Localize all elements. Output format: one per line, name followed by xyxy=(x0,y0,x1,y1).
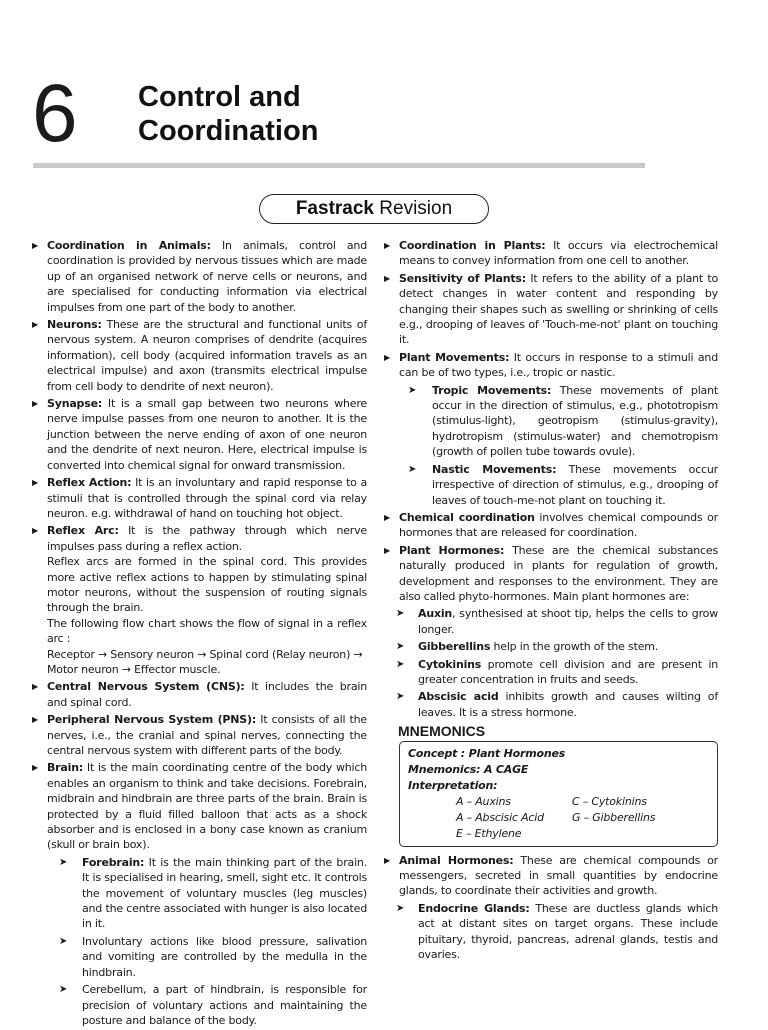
list-item xyxy=(32,523,367,677)
term: Animal Hormones: xyxy=(399,853,514,867)
reflex-arc-flow: Receptor → Sensory neuron → Spinal cord (Relay neuron) → Motor neuron → Effector muscle. xyxy=(47,647,363,676)
mnemonic-entry: A – Auxins xyxy=(456,794,511,808)
definition: These movements occur irrespective of direction of stimulus, e.g., drooping of leaves of touch-me-not plant on touching it. xyxy=(432,462,719,507)
mnemonic-entry: A – Abscisic Acid xyxy=(456,810,544,824)
chapter-title-line-1: Control and xyxy=(138,81,301,113)
definition: These are ductless glands which act at distant sites on target organs. These include pituitary, thyroid, pancreas, adrenal glands, testis and ovaries. xyxy=(418,901,718,962)
term: Gibberellins xyxy=(418,640,491,654)
definition: It refers to the ability of a plant to detect changes in water content and responding by changing their shapes such as swelling or shrinking of cells e.g., drooping of leaves of 'Touch-me-not' plant on touching it. xyxy=(399,271,718,347)
mnemonic-row xyxy=(408,810,709,826)
sub-item xyxy=(384,689,718,720)
mnemonics-box xyxy=(399,741,718,847)
definition: promote cell division and are present in greater concentration in fruits and seeds. xyxy=(418,657,718,686)
term: Cytokinins xyxy=(418,657,482,671)
sub-item xyxy=(32,982,367,1028)
mnemonic-phrase: Mnemonics: A CAGE xyxy=(408,762,529,776)
mnemonics-heading: MNEMONICS xyxy=(398,723,486,740)
paragraph: Reflex arcs are formed in the spinal cord. This provides more active reflex actions to happen by stimulating spinal motor neurons, without the suspension of routing signals through the brain. xyxy=(47,555,367,615)
list-item xyxy=(32,712,367,758)
definition: These movements of plant occur in the direction of stimulus, e.g., phototropism (stimulus-light), geotropism (stimulus-gravity), hydrotropism (stimulus-water) and chemotropism (growth of pollen tube towards ovule). xyxy=(432,383,718,459)
definition: It consists of all the nerves, i.e., the cranial and spinal nerves, connecting the central nervous system with different parts of the body. xyxy=(47,713,367,757)
sub-item xyxy=(32,855,367,932)
term: Synapse: xyxy=(47,397,103,411)
term: Sensitivity of Plants: xyxy=(399,271,526,285)
paragraph: The following flow chart shows the flow of signal in a reflex arc : xyxy=(47,616,367,646)
definition: It occurs via electrochemical means to convey information from one cell to another. xyxy=(399,239,718,268)
list-item xyxy=(32,396,367,473)
chapter-number: 6 xyxy=(32,68,78,159)
term: Abscisic acid xyxy=(418,690,499,704)
definition: These are chemical compounds or messengers, secreted in small quantities by endocrine glands, to coordinate their activities and growth. xyxy=(399,853,718,898)
sub-item xyxy=(32,934,367,980)
definition: inhibits growth and causes wilting of leaves. It is a stress hormone. xyxy=(418,690,718,719)
term: Neurons: xyxy=(47,318,102,332)
definition: It is a small gap between two neurons where nerve impulse passes from one neuron to another. It is the junction between the nerve ending of axon of one neuron and the dendrite of next neuron. Here, electrical impulse is converted into chemical signal for onward transmission. xyxy=(47,397,367,472)
term: Endocrine Glands: xyxy=(418,901,530,915)
definition: It is the pathway through which nerve impulses pass during a reflex action. xyxy=(47,524,367,553)
mnemonic-interpretation: Interpretation: xyxy=(408,778,498,792)
list-item xyxy=(32,679,367,710)
term: Chemical coordination xyxy=(399,510,535,524)
mnemonic-entry: E – Ethylene xyxy=(456,826,522,840)
sub-item xyxy=(384,462,718,508)
mnemonic-entry: G – Gibberellins xyxy=(572,810,656,824)
term: Peripheral Nervous System (PNS): xyxy=(47,713,257,727)
mnemonic-row xyxy=(408,826,709,842)
list-item xyxy=(384,238,718,269)
term: Auxin xyxy=(418,607,453,621)
definition: involves chemical compounds or hormones that are released for coordination. xyxy=(399,510,718,540)
chapter-title-line-2: Coordination xyxy=(138,115,319,147)
definition: help in the growth of the stem. xyxy=(490,640,659,654)
sub-item xyxy=(384,901,718,963)
list-item xyxy=(384,510,718,541)
left-column xyxy=(32,238,367,1030)
term: Coordination in Plants: xyxy=(399,239,546,252)
definition: It is the main thinking part of the brain. It is specialised in hearing, smell, sight etc. It controls the movement of voluntary muscles (leg muscles) and the centre associated with hunger is also located in it. xyxy=(82,855,367,931)
fastrack-revision-badge xyxy=(259,194,489,224)
definition: It is an involuntary and rapid response to a stimuli that is controlled through the spinal cord via relay neuron. e.g. withdrawal of hand on touching hot object. xyxy=(47,476,368,520)
term: Plant Movements: xyxy=(399,350,510,364)
list-item xyxy=(384,271,718,348)
term: Plant Hormones: xyxy=(399,543,505,557)
list-item xyxy=(32,475,367,521)
definition: It is the main coordinating centre of the body which enables an organism to think and take decisions. Forebrain, midbrain and hindbrain are three parts of the brain. Brain is protected by a fluid filled balloon that acts as a shock absorber and is enclosed in a bony case known as cranium (skull or brain box). xyxy=(47,761,367,852)
sub-item xyxy=(384,606,718,637)
term: Coordination in Animals: xyxy=(47,239,211,252)
term: Reflex Arc: xyxy=(47,524,119,538)
right-column xyxy=(384,238,718,964)
chapter-title xyxy=(138,80,318,148)
term: Brain: xyxy=(47,761,84,775)
definition: Cerebellum, a part of hindbrain, is responsible for precision of voluntary actions and maintaining the posture and balance of the body. xyxy=(82,983,367,1027)
sub-item xyxy=(384,657,718,688)
mnemonic-row xyxy=(408,794,709,810)
badge-bold: Fastrack xyxy=(295,198,374,219)
definition: In animals, control and coordination is provided by nervous tissues which are made up of an organised network of nerve cells or neurons, and are specialised for conducting information via electrical impulses from one part of the body to another. xyxy=(47,239,367,314)
list-item xyxy=(32,760,367,852)
term: Tropic Movements: xyxy=(432,383,552,397)
list-item xyxy=(32,317,367,394)
sub-item xyxy=(384,383,718,460)
list-item xyxy=(384,350,718,381)
list-item xyxy=(384,853,718,899)
definition: These are the chemical substances naturally produced in plants for regulation of growth, development and responses to the environment. They are also called phyto-hormones. Main plant hormones are: xyxy=(399,543,718,603)
definition: It includes the brain and spinal cord. xyxy=(47,680,367,709)
header-divider xyxy=(33,163,645,168)
badge-rest: Revision xyxy=(374,198,453,219)
sub-item xyxy=(384,639,718,654)
list-item xyxy=(32,238,367,315)
definition: , synthesised at shoot tip, helps the cells to grow longer. xyxy=(418,607,718,636)
term: Nastic Movements: xyxy=(432,462,557,476)
definition: Involuntary actions like blood pressure, salivation and vomiting are controlled by the medulla in the hindbrain. xyxy=(82,934,367,979)
list-item xyxy=(384,543,718,605)
term: Reflex Action: xyxy=(47,476,132,490)
term: Forebrain: xyxy=(82,855,145,869)
mnemonic-concept: Concept : Plant Hormones xyxy=(408,746,566,760)
definition: These are the structural and functional units of nervous system. A neuron comprises of dendrite (acquires information), cell body (acquired information travels as an electrical impulse) and axon (transmits electrical impulse from cell body to dendrite of next neuron). xyxy=(47,318,367,393)
mnemonic-entry: C – Cytokinins xyxy=(572,794,647,808)
term: Central Nervous System (CNS): xyxy=(47,680,245,694)
definition: It occurs in response to a stimuli and can be of two types, i.e., tropic or nastic. xyxy=(399,350,718,380)
